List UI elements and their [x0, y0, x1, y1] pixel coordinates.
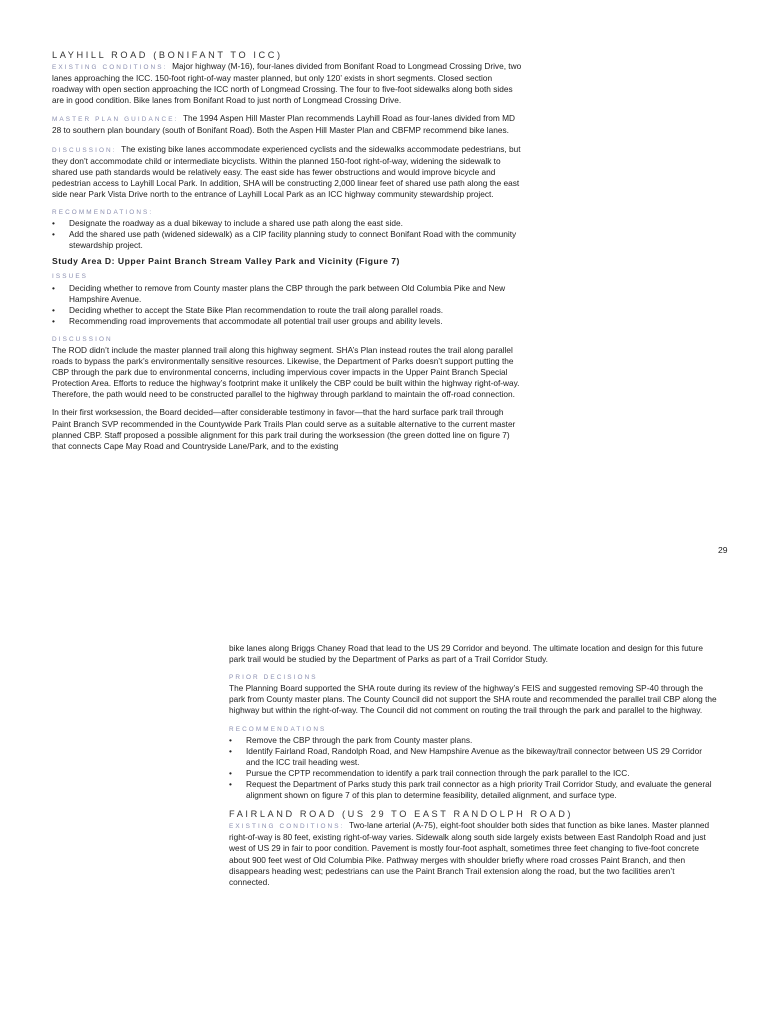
- study-discussion-text: The ROD didn’t include the master planned trail along this highway segment. SHA’s Plan instead routes the trail along parallel roads to bypass the park’s environmentally sensitive resources. Likewise, the Department of Parks doesn’t support putting the CBP through the park due to environmental concerns, including impervious cover impacts in the Upper Paint Branch Special Protection Area. Efforts to reduce the highway’s footprint make it unlikely the CBP could be built within the highway right-of-way. Therefore, the path would need to be constructed parallel to the highway through parkland to maintain the off-road connection.: [52, 344, 520, 400]
- existing-conditions-label: EXISTING CONDITIONS:: [52, 64, 168, 71]
- issues-label: ISSUES: [52, 273, 89, 281]
- list-item: • Identify Fairland Road, Randolph Road, and New Hampshire Avenue as the bikeway/trail connector between US 29 Corridor and the ICC trail heading west.: [229, 746, 717, 768]
- study-recommendations-list: [229, 735, 717, 802]
- master-plan-guidance-text: The 1994 Aspen Hill Master Plan recommends Layhill Road as four-lanes divided from MD 28 to southern plan boundary (south of Bonifant Road). Both the Aspen Hill Master Plan and CBFMP recommend bike lanes.: [52, 113, 515, 136]
- layhill-discussion-paragraph: [52, 144, 522, 200]
- list-item: • Request the Department of Parks study this park trail connector as a high priority Trail Corridor Study, and evaluate the general alignment shown on figure 7 of this plan to determine feasibility, detailed alignment, and surface type.: [229, 779, 717, 801]
- list-item: • Pursue the CPTP recommendation to identify a park trail connection through the park parallel to the ICC.: [229, 768, 717, 779]
- page-number: 29: [718, 545, 728, 555]
- list-item: • Deciding whether to accept the State Bike Plan recommendation to route the trail along parallel roads.: [52, 305, 522, 316]
- fairland-heading: FAIRLAND ROAD (US 29 TO EAST RANDOLPH ROAD): [229, 809, 574, 820]
- issues-list: [52, 283, 522, 327]
- layhill-recommendations-list: [52, 218, 522, 251]
- existing-conditions-text: Major highway (M-16), four-lanes divided from Bonifant Road to Longmead Crossing Drive, two lanes approaching the ICC. 150-foot right-of-way master planned, but only 120’ exists in short segments. Closed section roadway with open section approaching the ICC north of Longmead Crossing. The four to five-foot sidewalks along both sides are in good condition. Bike lanes from Bonifant Road to just north of Longmead Crossing Drive.: [52, 61, 522, 106]
- existing-conditions-label: EXISTING CONDITIONS:: [229, 823, 345, 831]
- existing-conditions-text: Two-lane arterial (A-75), eight-foot shoulder both sides that function as bike lanes. Master planned right-of-way is 80 feet, existing right-of-way varies. Sidewalk along south side largely exists between East Randolph Road and just west of US 29 in fair to poor condition. Pavement is mostly four-foot asphalt, sometimes three feet changing to five-foot concrete about 900 feet west of Old Columbia Pike. Pathway merges with shoulder briefly where road crosses Paint Branch, and then disappears heading west; pedestrians can use the Paint Branch Trail extension along the road, but the two facilities aren’t connected.: [229, 820, 710, 887]
- list-item: • Remove the CBP through the park from County master plans.: [229, 735, 717, 746]
- discussion-label: DISCUSSION:: [52, 146, 117, 154]
- list-item: • Designate the roadway as a dual bikeway to include a shared use path along the east side.: [52, 218, 522, 229]
- study-area-d-heading: Study Area D: Upper Paint Branch Stream Valley Park and Vicinity (Figure 7): [52, 256, 400, 267]
- prior-decisions-label: PRIOR DECISIONS: [229, 674, 318, 682]
- master-plan-guidance-label: MASTER PLAN GUIDANCE:: [52, 116, 179, 124]
- worksession-paragraph: In their first worksession, the Board decided—after considerable testimony in favor—that the hard surface park trail through Paint Branch SVP recommended in the Countywide Park Trails Plan could serve as a suitable alternative to the current master planned CBP. Staff proposed a possible alignment for this park trail during the worksession (the green dotted line on figure 7) that connects Cape May Road and Countryside Lane/Park, and to the existing: [52, 407, 516, 451]
- layhill-heading: LAYHILL ROAD (BONIFANT TO ICC): [52, 50, 283, 60]
- recommendations-label: RECOMMENDATIONS:: [52, 209, 154, 217]
- prior-decisions-text: The Planning Board supported the SHA route during its review of the highway’s FEIS and suggested removing SP-40 through the park from County master plans. The County Council did not support the SHA route and recommended the parallel trail CBP along the highway but within the right-of-way. The Council did not comment on routing the trail through the park and parallel to the highway.: [229, 683, 717, 716]
- layhill-mpg-paragraph: [52, 113, 522, 136]
- right-column: [229, 643, 717, 888]
- discussion-text: The existing bike lanes accommodate experienced cyclists and the sidewalks accommodate pedestrians, but they don’t accommodate child or intermediate bicyclists. Within the planned 150-foot right-of-way, widening the sidewalk to shared use path standards would be relatively easy. The east side has fewer obstructions and would improve bicycle and pedestrian access to Layhill Local Park. In addition, SHA will be constructing 2,000 linear feet of shared use path along the east side near Park Vista Drive north to the entrance of Layhill Local Park as an ICC highway community stewardship project.: [52, 143, 521, 199]
- recommendations-label: RECOMMENDATIONS: [229, 725, 327, 733]
- left-column: [52, 49, 522, 452]
- list-item: • Add the shared use path (widened sidewalk) as a CIP facility planning study to connect Bonifant Road with the community stewardship project.: [52, 229, 522, 251]
- study-discussion-label: DISCUSSION: [52, 335, 113, 343]
- continued-paragraph: bike lanes along Briggs Chaney Road that lead to the US 29 Corridor and beyond. The ultimate location and design for this future park trail would be studied by the Department of Parks as part of a Trail Corridor Study.: [229, 643, 703, 665]
- list-item: • Deciding whether to remove from County master plans the CBP through the park between Old Columbia Pike and New Hampshire Avenue.: [52, 283, 522, 305]
- layhill-existing-paragraph: [52, 61, 522, 106]
- list-item: • Recommending road improvements that accommodate all potential trail user groups and ability levels.: [52, 316, 522, 327]
- fairland-existing-paragraph: [229, 820, 717, 888]
